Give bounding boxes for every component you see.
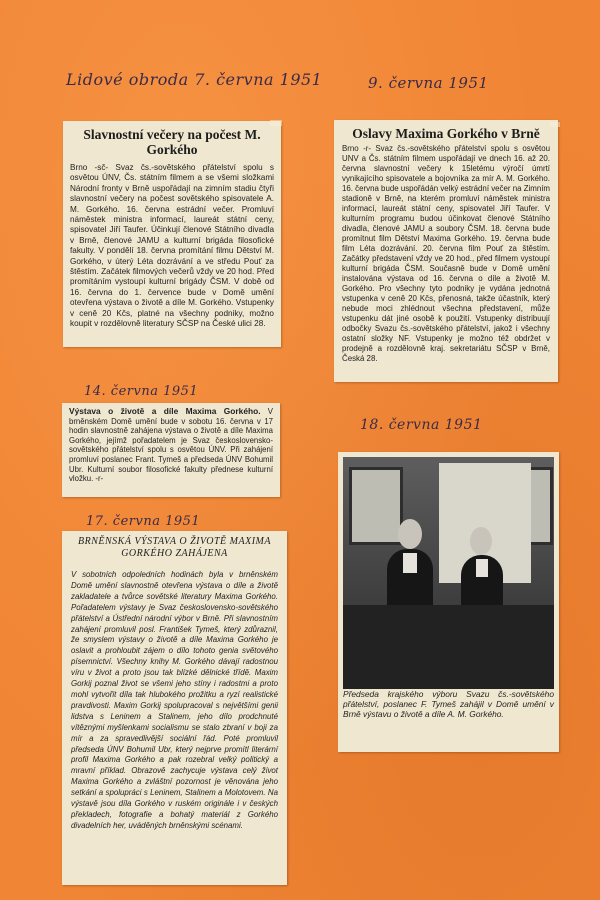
handwritten-date: 18. června 1951	[360, 417, 483, 433]
handwritten-date: Lidové obroda 7. června 1951	[66, 70, 323, 89]
clipping-text: V brněnském Domě umění bude v sobotu 16. června v 17 hodin slavnostně zahájena výstava o životě a díle Maxima Gorkého, jejímž pořadatelem je Svaz československo-sovětského přátelství spolu s osvětou ÚNV. Při zahájení promluví poslanec Frant. Tymeš a předseda ÚNV Bohumil Ubr. Kulturní soubor filosofické fakulty přednese kulturní vložku. -r-	[69, 407, 273, 484]
handwritten-date: 17. června 1951	[86, 514, 201, 529]
window-shape	[349, 467, 403, 545]
tape-mark	[270, 120, 282, 126]
clipping-body: Brno -r- Svaz čs.-sovětského přátelství spolu s osvětou UNV a Čs. státním filmem uspořádají ve dnech 16. až 20. června slavnostní večery k 15letému výročí úmrtí vynikajícího spisovatele a bojovníka za mír A. M. Gorkého. 16. června bude uspořádán velký estrádní večer na Zimním stadioně v Brně, na kterém promluví náměstek ministra informací, laureát státní ceny, spisovatel Jiří Taufer. V kulturním programu budou účinkovat členové Státního divadla, členové JAMU a soubory ČSM. 18. června bude promítnut film Dětství Maxima Gorkého. 19. června bude film Léta dozrávání. 20. června film Pouť za štěstím. Začátky představení vždy ve 20 hod., před filmem vystoupí kulturní brigáda ČSM. Současně bude v Domě umění instalována výstava od 16. června o díle a životě M. Gorkého. Pro všechny tyto podniky je vydána jednotná vstupenka v ceně 20 Kčs, přenosná, takže účastník, který nebude moci zhlédnout všechna představení, může vstupenku dát jiné osobě k použití. Vstupenky distribuují odbočky Svazu čs.-sovětského přátelství, jakož i všechny ostatní složky NF. Vstupenky je možno též obdržet v prodejně a rozdělovně kraj. sekretariátu SČSP v Brně, Česká 28.	[342, 144, 550, 363]
clipping-headline: Slavnostní večery na počest M. Gorkého	[83, 127, 261, 157]
photo-clipping	[338, 452, 559, 752]
newspaper-clipping	[334, 120, 558, 382]
table-shape	[343, 605, 554, 689]
person-head	[470, 527, 492, 555]
handwritten-date: 14. června 1951	[84, 384, 199, 399]
clipping-headline: Oslavy Maxima Gorkého v Brně	[352, 126, 540, 141]
person-shirt	[476, 559, 488, 577]
clipping-body	[69, 407, 273, 484]
newspaper-clipping	[62, 403, 280, 497]
clipping-body: Brno -sč- Svaz čs.-sovětského přátelství spolu s osvětou ÚNV, Čs. státním filmem a se všemi složkami Národní fronty v Brně uspořádají na zimním stadiu čtyři slavnostní večery na počest sovětského spisovatele A. M. Gorkého. 16. června estrádní večer. Promluví náměstek ministra informací, laureát státní ceny, spisovatel Jiří Taufer. Účinkují členové Státního divadla v Brně, členové JAMU a kulturní brigáda filosofické fakulty. V pondělí 18. června promítání filmu Dětství M. Gorkého, v úterý Léta dozrávání a ve středu Pouť za štěstím. Začátek filmových večerů vždy ve 20 hod. Před promítáním vystoupí kulturní brigády ČSM. V době od 16. června do 1. července bude v Domě umění otevřena výstava o životě a díle M. Gorkého. Vstupenky v ceně 20 Kčs, platné na všechny podniky, možno koupit v rozdělovně literatury SČSP na České ulici 28.	[70, 163, 274, 329]
clipping-body: V sobotních odpoledních hodinách byla v brněnském Domě umění slavnostně otevřena výstava o díle a životě zakladatele a tvůrce sovětské literatury Maxima Gorkého. Pořadatelem výstavy je Svaz československo-sovětského přátelství a Ústřední národní výbor v Brně. Při slavnostním zahájení promluvil posl. František Tymeš, který zdůraznil, že smyslem výstavy o životě a díle Maxima Gorkého je oslavit a prohloubit zájem o dílo tohoto genia světového písemnictví. Všechny knihy M. Gorkého dávají radostnou víru v život a proto jsou tak blízké dělnické třídě. Maxim Gorkij poznal život se všemi jeho stíny i radostmi a proto mohl vytvořit díla tak hlubokého prožitku a ryzí realistické pravdivosti. Maxim Gorkij spolupracoval s největšími genii lidstva s Leninem a Stalinem, jeho dílo prodchnuté vítěznými myšlenkami socialismu se stalo zbraní v boji za mír a za spravedlivější sociální řád. Poté promluvil předseda ÚNV Bohumil Ubr, který nejprve promítl literární profil Maxima Gorkého a pak rozebral velký politický a mravní příklad. Obrazově zachycuje výstava celý život Maxima Gorkého a zvláštní pozornost je věnována jeho setkání a spolupráci s Leninem, Stalinem a Molotovem. Na výstavě jsou díla Gorkého v ruském originále i v českých překladech, fotografie a bohatý materiál z Gorkého divadelních her, uváděných brněnskými scénami.	[71, 570, 278, 830]
person-head	[398, 519, 422, 549]
newspaper-clipping	[63, 121, 281, 347]
clipping-lead: Výstava o životě a díle Maxima Gorkého.	[69, 406, 261, 416]
tape-mark	[550, 122, 560, 127]
clipping-headline: BRNĚNSKÁ VÝSTAVA O ŽIVOTĚ MAXIMA GORKÉHO ZAHÁJENA	[78, 536, 271, 559]
handwritten-date: 9. června 1951	[368, 74, 489, 92]
person-shirt	[403, 553, 417, 573]
newspaper-clipping	[62, 531, 287, 885]
photo-caption: Předseda krajského výboru Svazu čs.-sovětského přátelství, poslanec F. Tymeš zahájil v Domě umění v Brně výstavu o životě a díle A. M. Gorkého.	[343, 689, 554, 720]
news-photo	[343, 457, 554, 689]
